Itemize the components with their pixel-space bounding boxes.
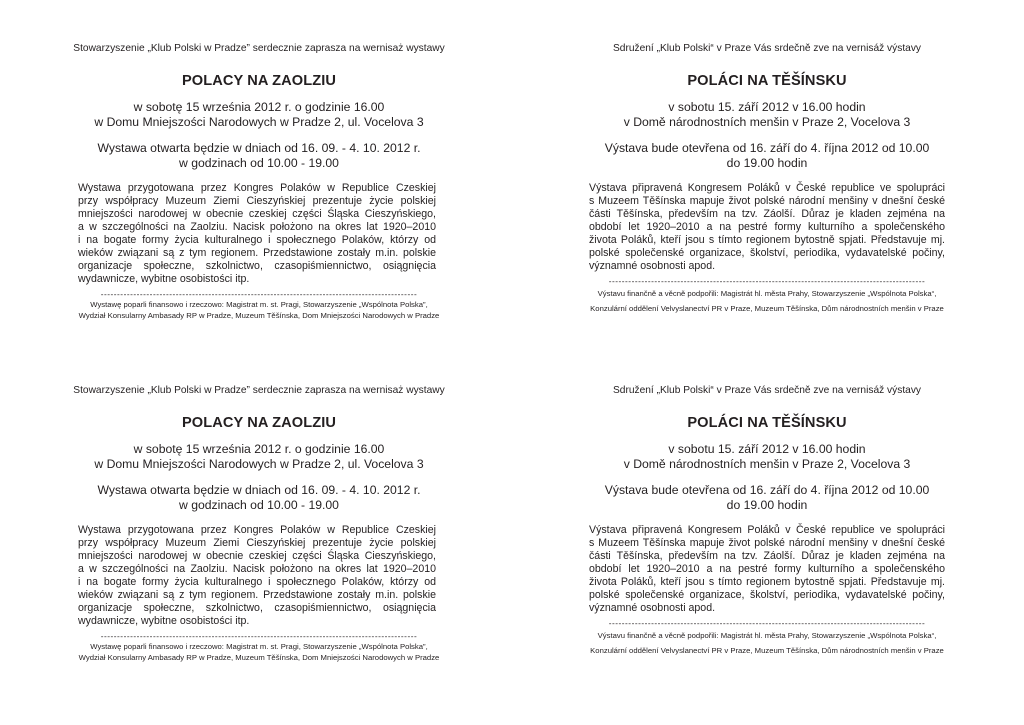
dashed-separator: ------------------------------------------------------------------------------------------------- bbox=[608, 619, 926, 628]
description-line: przy współpracy Muzeum Ziemi Cieszyńskiej prezentuje życie polskiej bbox=[78, 195, 436, 207]
invitation-card-czech-bottom bbox=[567, 384, 967, 658]
exhibition-title: POLÁCI NA TĚŠÍNSKU bbox=[687, 73, 847, 89]
event-date-line: v sobotu 15. září 2012 v 16.00 hodin bbox=[668, 442, 866, 456]
sponsors-line: Výstavu finančně a věcně podpořili: Magistrát hl. města Prahy, Stowarzyszenie „Wspólnota Polska“, bbox=[597, 631, 937, 640]
exhibition-title: POLACY NA ZAOLZIU bbox=[181, 415, 337, 431]
sponsors-line: Wydział Konsularny Ambasady RP w Pradze, Muzeum Těšínska, Dom Mniejszości Narodowych w Pradze bbox=[78, 653, 440, 662]
sponsors-line: Wystawę poparli finansowo i rzeczowo: Magistrat m. st. Pragi, Stowarzyszenie „Wspólnota Polska”, bbox=[90, 642, 428, 651]
sponsors-line: Wystawę poparli finansowo i rzeczowo: Magistrat m. st. Pragi, Stowarzyszenie „Wspólnota Polska”, bbox=[90, 300, 428, 309]
description-line: a w szczególności na Zaolziu. Nacisk położono na okres lat 1920–2010 bbox=[78, 221, 436, 233]
description-line: wieków związani są z tym regionem. Przedstawione zostały m.in. polskie bbox=[78, 247, 436, 259]
event-date-block bbox=[54, 442, 464, 471]
description-line: s Muzeem Těšínska mapuje život polské národní menšiny v dnešní české bbox=[589, 195, 945, 207]
description-line: organizacje społeczne, szkolnictwo, czasopiśmiennictwo, osiągnięcia bbox=[78, 260, 436, 272]
description-line: i na bogate formy życia kulturalnego i społecznego Polaków, którzy od bbox=[78, 576, 436, 588]
event-date-line: v sobotu 15. září 2012 v 16.00 hodin bbox=[668, 100, 866, 114]
opening-hours-block bbox=[54, 483, 464, 512]
exhibition-description bbox=[78, 524, 436, 628]
event-date-block bbox=[54, 100, 464, 129]
description-line: života Poláků, kteří jsou s tímto regionem bytostně spjati. Představuje mj. bbox=[589, 234, 945, 246]
opening-hours-line: w godzinach od 10.00 - 19.00 bbox=[179, 497, 339, 512]
invitation-card-polish-top bbox=[54, 42, 464, 321]
opening-dates-line: Výstava bude otevřena od 16. září do 4. října 2012 od 10.00 bbox=[604, 483, 930, 497]
description-line: Výstava připravená Kongresem Poláků v České republice ve spolupráci bbox=[589, 524, 945, 536]
description-line: wydawnicze, wybitne osobistości itp. bbox=[78, 615, 250, 627]
dashed-separator: ------------------------------------------------------------------------------------------------- bbox=[100, 632, 418, 641]
opening-hours-block bbox=[54, 141, 464, 170]
opening-dates-line: Wystawa otwarta będzie w dniach od 16. 09. - 4. 10. 2012 r. bbox=[97, 483, 421, 497]
dashed-separator: ------------------------------------------------------------------------------------------------- bbox=[608, 277, 926, 286]
description-line: Wystawa przygotowana przez Kongres Polaków w Republice Czeskiej bbox=[78, 182, 436, 194]
exhibition-description bbox=[589, 524, 945, 615]
exhibition-description bbox=[589, 182, 945, 273]
opening-hours-block bbox=[567, 483, 967, 512]
description-line: przy współpracy Muzeum Ziemi Cieszyńskiej prezentuje życie polskiej bbox=[78, 537, 436, 549]
exhibition-title: POLÁCI NA TĚŠÍNSKU bbox=[687, 415, 847, 431]
event-date-line: w sobotę 15 września 2012 r. o godzinie 16.00 bbox=[133, 100, 385, 114]
event-date-line: w sobotę 15 września 2012 r. o godzinie 16.00 bbox=[133, 442, 385, 456]
exhibition-title: POLACY NA ZAOLZIU bbox=[181, 73, 337, 89]
invitation-card-czech-top bbox=[567, 42, 967, 316]
description-line: Wystawa przygotowana przez Kongres Polaków w Republice Czeskiej bbox=[78, 524, 436, 536]
sponsors-line: Konzulární oddělení Velvyslanectví PR v Praze, Muzeum Těšínska, Dům národnostních menšin v Praze bbox=[590, 304, 944, 313]
description-line: a w szczególności na Zaolziu. Nacisk położono na okres lat 1920–2010 bbox=[78, 563, 436, 575]
description-line: části Těšínska, především na tzv. Záolší. Důraz je kladen zejména na bbox=[589, 550, 945, 562]
opening-hours-block bbox=[567, 141, 967, 170]
exhibition-description bbox=[78, 182, 436, 286]
event-venue-line: v Domě národnostních menšin v Praze 2, Vocelova 3 bbox=[623, 456, 911, 471]
event-venue-line: v Domě národnostních menšin v Praze 2, Vocelova 3 bbox=[623, 114, 911, 129]
description-line: s Muzeem Těšínska mapuje život polské národní menšiny v dnešní české bbox=[589, 537, 945, 549]
event-venue-line: w Domu Mniejszości Narodowych w Pradze 2, ul. Vocelova 3 bbox=[94, 114, 424, 129]
description-line: života Poláků, kteří jsou s tímto regionem bytostně spjati. Představuje mj. bbox=[589, 576, 945, 588]
description-line: období let 1920–2010 a na pestré formy kulturního a společenského bbox=[589, 563, 945, 575]
invitation-line: Sdružení „Klub Polski“ v Praze Vás srdečně zve na vernisáž výstavy bbox=[612, 43, 922, 54]
description-line: polské společenské organizace, školství, periodika, vydavatelské počiny, bbox=[589, 247, 945, 259]
invitation-card-polish-bottom bbox=[54, 384, 464, 663]
sponsors-line: Wydział Konsularny Ambasady RP w Pradze, Muzeum Těšínska, Dom Mniejszości Narodowych w Pradze bbox=[78, 311, 440, 320]
description-line: wieków związani są z tym regionem. Przedstawione zostały m.in. polskie bbox=[78, 589, 436, 601]
opening-dates-line: Wystawa otwarta będzie w dniach od 16. 09. - 4. 10. 2012 r. bbox=[97, 141, 421, 155]
sponsors-line: Výstavu finančně a věcně podpořili: Magistrát hl. města Prahy, Stowarzyszenie „Wspólnota Polska“, bbox=[597, 289, 937, 298]
description-line: části Těšínska, především na tzv. Záolší. Důraz je kladen zejména na bbox=[589, 208, 945, 220]
description-line: významné osobnosti apod. bbox=[589, 260, 716, 272]
invitation-line: Stowarzyszenie „Klub Polski w Pradze” serdecznie zaprasza na wernisaż wystawy bbox=[73, 385, 445, 396]
dashed-separator: ------------------------------------------------------------------------------------------------- bbox=[100, 290, 418, 299]
description-line: mniejszości narodowej w obecnie czeskiej części Śląska Cieszyńskiego, bbox=[78, 550, 436, 562]
opening-hours-line: do 19.00 hodin bbox=[726, 497, 808, 512]
event-date-block bbox=[567, 100, 967, 129]
event-date-block bbox=[567, 442, 967, 471]
description-line: wydawnicze, wybitne osobistości itp. bbox=[78, 273, 250, 285]
description-line: polské společenské organizace, školství, periodika, vydavatelské počiny, bbox=[589, 589, 945, 601]
opening-hours-line: w godzinach od 10.00 - 19.00 bbox=[179, 155, 339, 170]
opening-hours-line: do 19.00 hodin bbox=[726, 155, 808, 170]
description-line: i na bogate formy życia kulturalnego i społecznego Polaków, którzy od bbox=[78, 234, 436, 246]
invitation-line: Sdružení „Klub Polski“ v Praze Vás srdečně zve na vernisáž výstavy bbox=[612, 385, 922, 396]
description-line: organizacje społeczne, szkolnictwo, czasopiśmiennictwo, osiągnięcia bbox=[78, 602, 436, 614]
sponsors-line: Konzulární oddělení Velvyslanectví PR v Praze, Muzeum Těšínska, Dům národnostních menšin v Praze bbox=[590, 646, 944, 655]
opening-dates-line: Výstava bude otevřena od 16. září do 4. října 2012 od 10.00 bbox=[604, 141, 930, 155]
description-line: Výstava připravená Kongresem Poláků v České republice ve spolupráci bbox=[589, 182, 945, 194]
description-line: období let 1920–2010 a na pestré formy kulturního a společenského bbox=[589, 221, 945, 233]
invitation-line: Stowarzyszenie „Klub Polski w Pradze” serdecznie zaprasza na wernisaż wystawy bbox=[73, 43, 445, 54]
event-venue-line: w Domu Mniejszości Narodowych w Pradze 2, ul. Vocelova 3 bbox=[94, 456, 424, 471]
description-line: významné osobnosti apod. bbox=[589, 602, 716, 614]
description-line: mniejszości narodowej w obecnie czeskiej części Śląska Cieszyńskiego, bbox=[78, 208, 436, 220]
